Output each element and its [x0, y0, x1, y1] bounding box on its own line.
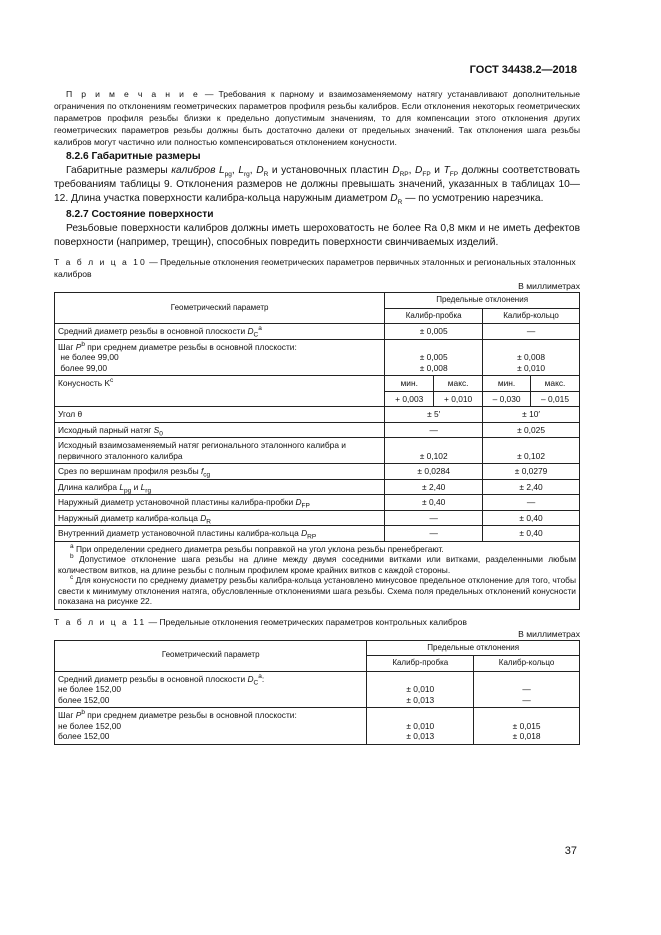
- table10-caption: Т а б л и ц а 10 — Предельные отклонения геометрических параметров первичных эталонных и региональных эталонных калибров: [54, 257, 576, 279]
- t10-row-paired-standoff: Исходный парный натяг $S_0$ — ± 0,025: [55, 422, 580, 438]
- t10-header-deviations: Предельные отклонения: [385, 293, 580, 309]
- section-8-2-7-text: Резьбовые поверхности калибров должны иметь шероховатость не более Ra 0,8 мкм и не иметь дефектов поверхности (например, трещин), способных повредить поверхности свинчиваемых изделий.: [54, 223, 580, 248]
- t10-header-param: Геометрический параметр: [55, 293, 385, 324]
- t10-row-interchange-standoff: Исходный взаимозаменяемый натяг регионального эталонного калибра и первичного эталонного калибра ± 0,102 ± 0,102: [55, 438, 580, 464]
- t10-footnotes: [55, 541, 580, 609]
- t11-header-plug: Калибр-пробка: [367, 656, 474, 672]
- table10-unit: В миллиметрах: [518, 281, 580, 291]
- t10-row-pitch-diameter: Средний диаметр резьбы в основной плоскости $D_C^a$ ± 0,005 —: [55, 324, 580, 340]
- standard-number: ГОСТ 34438.2—2018: [469, 64, 577, 76]
- t10-row-gauge-length: Длина калибра $L_{pg}$ и $L_{rg}$ ± 2,40 ± 2,40: [55, 479, 580, 495]
- t11-header-param: Геометрический параметр: [55, 640, 367, 671]
- table-10: [54, 292, 580, 610]
- note-label: П р и м е ч а н и е: [66, 89, 200, 99]
- t11-row-pitch-diameter: Средний диаметр резьбы в основной плоскости $D_C^a$: не более 152,00 более 152,00 ± 0,010 ± 0,013 — —: [55, 671, 580, 708]
- t10-row-angle: Угол θ ± 5′ ± 10′: [55, 407, 580, 423]
- footnote-a: $^a$ При определении среднего диаметра резьбы поправкой на угол уклона резьбы пренебрегают.: [70, 542, 444, 554]
- note-paragraph: [54, 88, 580, 148]
- t11-header-ring: Калибр-кольцо: [474, 656, 580, 672]
- section-8-2-7-heading: 8.2.7 Состояние поверхности: [66, 209, 214, 220]
- footnote-b: $^b$ Допустимое отклонение шага резьбы на длине между двумя соседними витками или витками, разделенными любым количеством витков, на длине резьбы с полным профилем кроме крайних витков с каждой стороны.: [58, 553, 576, 575]
- t10-row-taper-values: + 0,003 + 0,010 – 0,030 – 0,015: [55, 391, 580, 407]
- t10-row-truncation: Срез по вершинам профиля резьбы $f_{cg}$ ± 0,0284 ± 0,0279: [55, 464, 580, 480]
- page-number: 37: [564, 845, 577, 857]
- page-content: [54, 88, 580, 745]
- footnote-c: $^c$ Для конусности по среднему диаметру резьбы калибра-кольца установлено минусовое предельное отклонение для того, чтобы свести к минимуму отклонения натяга, обусловленные отклонениями шага резьбы. Схема поля предельных отклонений конусности показана на рисунке 22.: [58, 574, 576, 606]
- t11-header-deviations: Предельные отклонения: [367, 640, 580, 656]
- section-8-2-6-text: Габаритные размеры калибров $L_{pg}$, $L_{rg}$, $D_R$ и установочных пластин $D_{RP}$, $D_{FP}$ и $T_{FP}$ должны соответствовать требованиям таблицы 9. Отклонения размеров не должны превышать значений, указанных в таблицах 10—12. Длина участка поверхности калибра-кольца наружным диаметром $D_R$ — по усмотрению нарезчика.: [54, 165, 580, 207]
- table11-caption: Т а б л и ц а 11 — Предельные отклонения геометрических параметров контрольных калибров: [54, 616, 467, 627]
- t10-row-ring-plate-diameter: Внутренний диаметр установочной пластины калибра-кольца $D_{RP}$ — ± 0,40: [55, 526, 580, 542]
- t10-header-ring: Калибр-кольцо: [483, 308, 580, 324]
- t10-row-ring-outer-diameter: Наружный диаметр калибра-кольца $D_R$ — ± 0,40: [55, 510, 580, 526]
- t10-row-taper: Конусность $K^c$ мин. макс. мин. макс.: [55, 376, 580, 392]
- t11-row-pitch: Шаг $P^b$ при среднем диаметре резьбы в основной плоскости: не более 152,00 более 152,00 ± 0,010 ± 0,013 ± 0,015 ± 0,018: [55, 708, 580, 745]
- t10-row-pitch: Шаг $P^b$ при среднем диаметре резьбы в основной плоскости: не более 99,00 более 99,00 ± 0,005 ± 0,008 ± 0,008 ± 0,010: [55, 339, 580, 376]
- t10-header-plug: Калибр-пробка: [385, 308, 483, 324]
- t10-row-plug-plate-diameter: Наружный диаметр установочной пластины калибра-пробки $D_{FP}$ ± 0,40 —: [55, 495, 580, 511]
- table-11: [54, 640, 580, 745]
- section-8-2-6-heading: 8.2.6 Габаритные размеры: [66, 151, 201, 162]
- note-text: — Требования к парному и взаимозаменяемому натягу устанавливают дополнительные ограничения по отклонениям геометрических параметров профиля резьбы калибров. Если отклонения некоторых геометрических параметров профиля резьбы близки к предельно допустимым значениям, то для компенсации этого отклонения других геометрических параметров резьбы должны быть достаточно далеки от предельных значений. Так отклонения шага резьбы калибров могут частично или полностью компенсироваться отклонением конусности.: [54, 89, 581, 147]
- table11-unit: В миллиметрах: [518, 628, 580, 639]
